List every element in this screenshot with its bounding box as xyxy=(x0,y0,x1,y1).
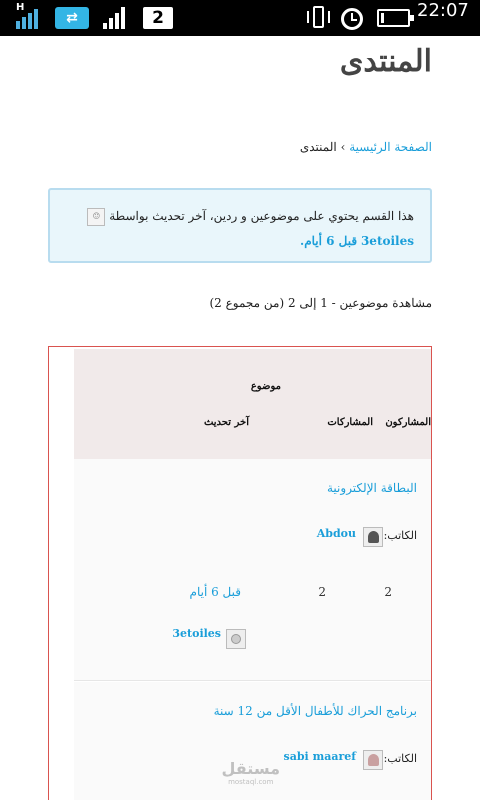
topics-table xyxy=(48,346,432,800)
status-bar xyxy=(0,0,480,36)
breadcrumb-separator: › xyxy=(340,140,346,154)
posts-count: 2 xyxy=(318,585,326,599)
user-avatar-icon[interactable]: ☺ xyxy=(87,208,105,226)
vibrate-icon xyxy=(305,6,331,30)
signal-icon xyxy=(103,7,125,29)
author-label: الكاتب: xyxy=(383,529,417,542)
battery-icon xyxy=(377,9,410,27)
watermark-logo xyxy=(221,759,280,786)
clock: 22:07 xyxy=(417,0,469,21)
topic-link[interactable]: برنامج الحراك للأطفال الأقل من 12 سنة xyxy=(213,704,417,718)
watermark-brand: مستقل xyxy=(221,759,280,778)
page-title: المنتدى xyxy=(339,44,432,79)
header-posts: المشاركات xyxy=(327,417,373,428)
table-header xyxy=(74,349,431,459)
breadcrumb-home-link[interactable]: الصفحة الرئيسية xyxy=(349,140,432,154)
table-row xyxy=(74,459,431,681)
breadcrumb-current: المنتدى xyxy=(299,140,337,154)
participants-count: 2 xyxy=(384,585,392,599)
forum-page xyxy=(0,36,480,800)
notice-text: هذا القسم يحتوي على موضوعين و ردين، آخر تحديث بواسطة xyxy=(109,209,414,223)
header-topic: موضوع xyxy=(250,381,281,392)
author-link[interactable]: Abdou xyxy=(316,527,356,540)
signal-icon xyxy=(16,7,38,29)
forum-info-notice xyxy=(48,188,432,263)
last-user-avatar-icon[interactable] xyxy=(226,629,246,649)
last-user-link[interactable]: 3etoiles xyxy=(172,627,221,640)
watermark-domain: mostaql.com xyxy=(228,778,274,786)
notice-time-link[interactable]: قبل 6 أيام. xyxy=(300,234,358,248)
author-link[interactable]: sabi maaref xyxy=(283,750,356,763)
breadcrumb xyxy=(300,140,432,154)
data-sync-icon: ⇄ xyxy=(55,7,89,29)
topic-count-text: مشاهدة موضوعين - 1 إلى 2 (من مجموع 2) xyxy=(209,296,432,310)
author-label: الكاتب: xyxy=(383,752,417,765)
author-avatar-icon[interactable] xyxy=(363,750,383,770)
network-type-label: H xyxy=(16,2,25,13)
last-update-link[interactable]: قبل 6 أيام xyxy=(189,585,241,599)
alarm-icon xyxy=(339,5,365,31)
header-participants: المشاركون xyxy=(385,417,431,428)
sim-icon: 2 xyxy=(143,7,173,29)
notice-user-link[interactable]: 3etoiles xyxy=(360,234,414,248)
author-avatar-icon[interactable] xyxy=(363,527,383,547)
topic-link[interactable]: البطاقة الإلكترونية xyxy=(327,481,417,495)
header-last-update: آخر تحديث xyxy=(203,417,249,428)
